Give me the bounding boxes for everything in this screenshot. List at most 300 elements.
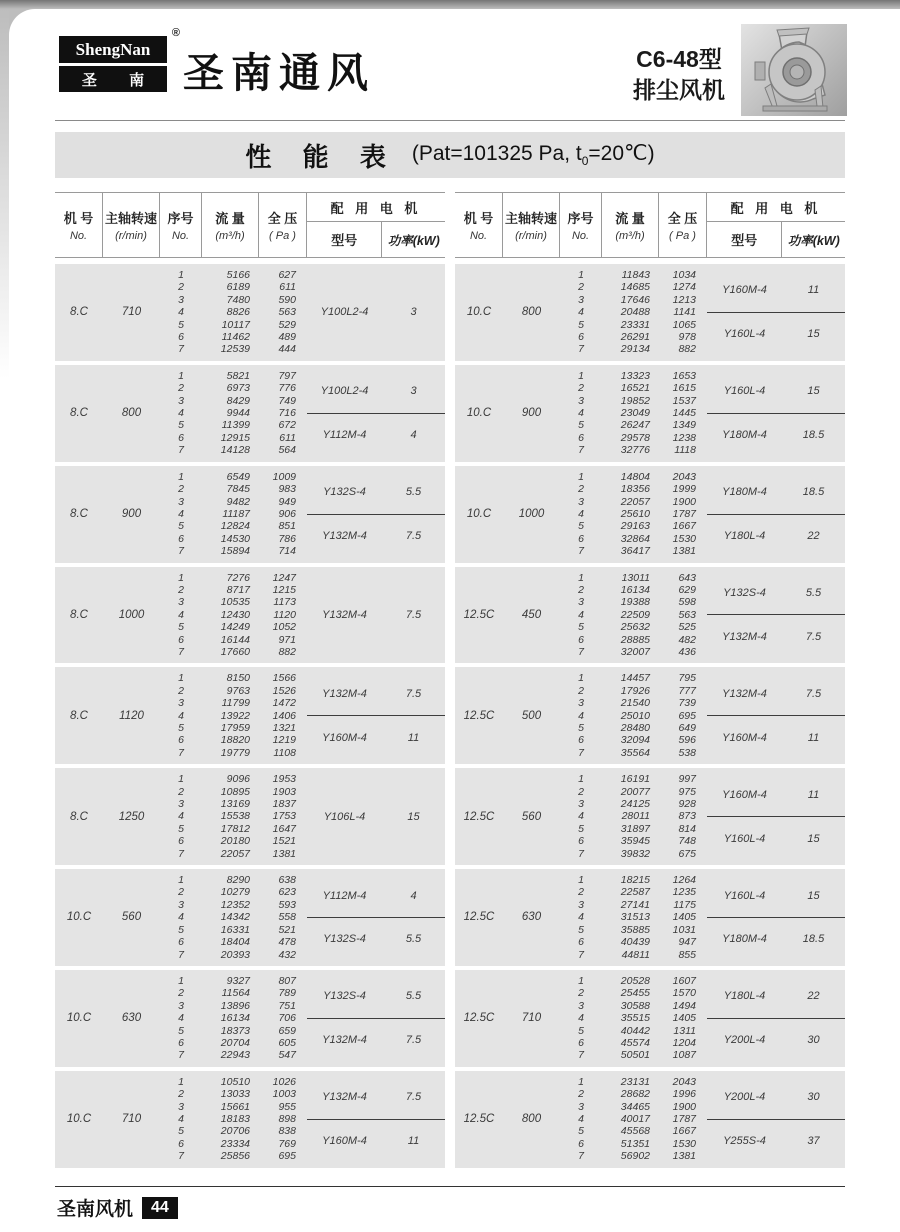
pressure-value: 627 — [278, 269, 296, 281]
header-pressure — [659, 193, 707, 257]
pressure-value: 838 — [278, 1125, 296, 1138]
row-index-value: 2 — [178, 785, 184, 798]
motor-area — [307, 572, 445, 659]
motor-model-value: Y160M-4 — [322, 1135, 367, 1148]
flow-value: 10535 — [220, 596, 250, 609]
motor-power-value: 15 — [407, 810, 420, 823]
motor-power-value: 7.5 — [405, 608, 422, 621]
flow-value: 51351 — [620, 1137, 650, 1150]
flow-value: 20528 — [620, 974, 650, 987]
row-index-value: 2 — [178, 583, 184, 596]
motor-model-value: Y160L-4 — [723, 328, 766, 341]
header-unit: No. — [571, 230, 590, 242]
flow-value: 9482 — [226, 495, 250, 508]
motor-model-value: Y160L-4 — [723, 889, 766, 902]
flow-value: 13011 — [621, 571, 650, 584]
motor-power-value: 11 — [807, 284, 820, 297]
motor-model-value: Y106L-4 — [323, 810, 366, 823]
pressure-value: 558 — [278, 911, 296, 924]
flow-value: 19779 — [220, 746, 250, 759]
motor-area — [707, 572, 845, 659]
speed-value: 800 — [121, 407, 142, 420]
header-label: 全 压 — [667, 211, 698, 226]
motor-row — [707, 514, 845, 558]
motor-power-value: 22 — [807, 530, 820, 543]
pressure-value: 563 — [678, 608, 696, 621]
pressure-value: 529 — [278, 318, 296, 331]
pressure-value: 598 — [678, 596, 696, 609]
flow-value: 39832 — [620, 847, 650, 860]
machine-no-value: 12.5C — [463, 709, 495, 722]
flow-value: 13033 — [220, 1088, 250, 1101]
flow-value: 11462 — [221, 331, 250, 344]
row-index-column — [560, 672, 602, 759]
motor-area — [707, 269, 845, 356]
pressure-value: 1903 — [272, 785, 296, 798]
header-index — [560, 193, 602, 257]
row-index-value: 1 — [578, 571, 584, 584]
motor-row — [307, 471, 445, 514]
motor-model-value: Y160M-4 — [322, 731, 367, 744]
header-unit: (m³/h) — [615, 230, 645, 242]
header-motor-group — [307, 193, 445, 257]
pressure-value: 882 — [678, 343, 696, 356]
performance-group — [55, 264, 445, 361]
flow-value: 13922 — [220, 709, 250, 722]
table-header — [55, 192, 445, 258]
row-index-value: 2 — [578, 382, 584, 395]
motor-area — [707, 874, 845, 961]
row-index-value: 2 — [578, 886, 584, 899]
row-index-value: 7 — [578, 343, 584, 356]
pressure-column — [259, 471, 307, 558]
motor-power-value: 30 — [807, 1091, 820, 1104]
pressure-value: 1321 — [272, 722, 296, 734]
machine-no-value: 12.5C — [463, 1113, 495, 1126]
motor-power-value: 7.5 — [405, 1034, 422, 1047]
flow-value: 10510 — [220, 1075, 250, 1088]
row-index-value: 4 — [578, 911, 584, 924]
motor-row — [707, 413, 845, 457]
flow-value: 27141 — [620, 898, 650, 911]
pressure-value: 649 — [678, 722, 696, 734]
flow-value: 11843 — [621, 269, 650, 281]
performance-group — [55, 869, 445, 966]
row-index-value: 3 — [578, 495, 584, 508]
motor-row — [307, 715, 445, 759]
row-index-value: 7 — [578, 545, 584, 558]
pressure-value: 1607 — [672, 974, 696, 987]
speed-value: 710 — [121, 1113, 142, 1126]
pressure-value: 1120 — [273, 608, 296, 621]
pressure-value: 1274 — [672, 281, 696, 294]
product-model — [633, 44, 725, 106]
pressure-value: 1653 — [672, 369, 696, 382]
motor-row — [707, 715, 845, 759]
flow-column — [202, 572, 259, 659]
flow-column — [602, 773, 659, 860]
performance-group — [455, 264, 845, 361]
pressure-value: 975 — [678, 785, 696, 798]
motor-area — [707, 975, 845, 1062]
motor-row — [307, 1018, 445, 1062]
pressure-value: 1445 — [672, 407, 696, 420]
machine-no-value: 12.5C — [463, 911, 495, 924]
motor-row — [707, 874, 845, 917]
performance-group — [455, 466, 845, 563]
motor-power-value: 5.5 — [405, 933, 422, 946]
motor-power-value: 11 — [807, 788, 820, 801]
flow-column — [602, 471, 659, 558]
flow-value: 10279 — [220, 886, 250, 899]
speed-value: 800 — [521, 1113, 542, 1126]
row-index-value: 1 — [578, 269, 584, 281]
flow-value: 16144 — [220, 633, 250, 646]
flow-value: 14249 — [220, 621, 250, 634]
pressure-value: 1521 — [272, 835, 296, 848]
flow-value: 40442 — [620, 1024, 650, 1037]
condition-subscript: 0 — [581, 154, 589, 169]
motor-power-value: 7.5 — [405, 687, 422, 700]
performance-table-left — [55, 192, 445, 1172]
flow-value: 23131 — [620, 1075, 650, 1088]
pressure-value: 751 — [278, 999, 296, 1012]
performance-group — [455, 869, 845, 966]
row-index-value: 7 — [578, 645, 584, 658]
performance-title-bar — [55, 132, 845, 178]
pressure-column — [259, 874, 307, 961]
row-index-value: 7 — [578, 948, 584, 961]
pressure-value: 695 — [678, 709, 696, 722]
flow-value: 8429 — [226, 394, 250, 407]
pressure-value: 1647 — [272, 822, 296, 835]
row-index-value: 3 — [578, 697, 584, 710]
row-index-value: 1 — [178, 874, 184, 887]
pressure-value: 611 — [279, 281, 296, 294]
page-left-edge — [0, 9, 9, 379]
pressure-value: 695 — [278, 1150, 296, 1163]
pressure-value: 898 — [278, 1112, 296, 1125]
performance-table-right — [455, 192, 845, 1172]
header-motor-title: 配 用 电 机 — [307, 193, 445, 222]
row-index-value: 3 — [178, 495, 184, 508]
table-header — [455, 192, 845, 258]
flow-value: 17959 — [220, 722, 250, 734]
speed-value: 900 — [521, 407, 542, 420]
header-divider — [55, 120, 845, 121]
row-index-column — [160, 874, 202, 961]
flow-value: 7845 — [226, 483, 250, 496]
flow-value: 19852 — [620, 394, 650, 407]
row-index-value: 6 — [578, 532, 584, 545]
header-machine-no — [455, 193, 503, 257]
flow-value: 34465 — [620, 1100, 650, 1113]
pressure-value: 1494 — [672, 999, 696, 1012]
row-index-value: 3 — [178, 999, 184, 1012]
motor-row — [707, 773, 845, 816]
row-index-value: 6 — [178, 431, 184, 444]
flow-value: 35945 — [620, 835, 650, 848]
flow-value: 7480 — [226, 293, 250, 306]
row-index-value: 2 — [178, 281, 184, 294]
performance-group — [55, 667, 445, 764]
motor-area — [707, 1076, 845, 1163]
flow-value: 29163 — [620, 520, 650, 533]
pressure-value: 882 — [278, 645, 296, 658]
pressure-value: 997 — [678, 773, 696, 786]
flow-value: 17812 — [220, 822, 250, 835]
motor-model-value: Y160M-4 — [722, 731, 767, 744]
machine-no-value: 8.C — [70, 709, 88, 722]
speed-value: 1000 — [118, 608, 145, 621]
model-type: 排尘风机 — [633, 77, 725, 103]
speed-value: 560 — [121, 911, 142, 924]
row-index-value: 6 — [178, 835, 184, 848]
pressure-value: 1566 — [272, 672, 296, 685]
flow-value: 9327 — [226, 974, 250, 987]
row-index-value: 6 — [178, 1137, 184, 1150]
registered-trademark-icon: ® — [171, 27, 180, 39]
motor-row — [707, 269, 845, 312]
motor-row — [307, 1119, 445, 1163]
pressure-value: 1118 — [674, 444, 696, 457]
pressure-value: 714 — [278, 545, 296, 558]
performance-group — [55, 768, 445, 865]
header-motor-power: 功率(kW) — [787, 233, 840, 248]
motor-power-value: 7.5 — [805, 630, 822, 643]
motor-area — [707, 773, 845, 860]
row-index-value: 1 — [578, 874, 584, 887]
row-index-value: 6 — [178, 734, 184, 747]
pressure-value: 716 — [278, 407, 296, 420]
machine-no-value: 10.C — [66, 1012, 92, 1025]
pressure-value: 1235 — [672, 886, 696, 899]
machine-no-value: 10.C — [466, 508, 492, 521]
motor-row — [307, 975, 445, 1018]
motor-row — [707, 1119, 845, 1163]
footer-divider — [55, 1186, 845, 1187]
pressure-value: 1381 — [672, 1150, 696, 1163]
flow-value: 11799 — [221, 697, 250, 710]
pressure-value: 638 — [278, 874, 296, 887]
row-index-value: 5 — [178, 318, 184, 331]
flow-value: 8150 — [226, 672, 250, 685]
pressure-column — [659, 572, 707, 659]
pressure-value: 611 — [279, 431, 296, 444]
flow-value: 20180 — [220, 835, 250, 848]
motor-power-value: 37 — [807, 1135, 820, 1148]
row-index-column — [160, 1076, 202, 1163]
header-label: 机 号 — [463, 211, 494, 226]
row-index-value: 5 — [578, 520, 584, 533]
flow-value: 28885 — [620, 633, 650, 646]
header-flow — [202, 193, 259, 257]
motor-power-value: 11 — [407, 1135, 420, 1148]
row-index-value: 5 — [178, 520, 184, 533]
row-index-value: 6 — [578, 1137, 584, 1150]
flow-value: 7276 — [226, 571, 250, 584]
machine-no-value: 12.5C — [463, 810, 495, 823]
motor-power-value: 22 — [807, 990, 820, 1003]
row-index-value: 3 — [578, 1100, 584, 1113]
pressure-value: 675 — [678, 847, 696, 860]
row-index-value: 1 — [578, 773, 584, 786]
motor-model-value: Y160L-4 — [723, 832, 766, 845]
pressure-column — [659, 975, 707, 1062]
motor-power-value: 3 — [410, 306, 417, 319]
row-index-value: 5 — [578, 621, 584, 634]
motor-area — [307, 773, 445, 860]
pressure-value: 521 — [278, 923, 296, 936]
flow-value: 56902 — [620, 1150, 650, 1163]
flow-value: 6973 — [226, 382, 250, 395]
pressure-value: 1615 — [672, 382, 696, 395]
motor-area — [307, 975, 445, 1062]
flow-value: 12539 — [220, 343, 250, 356]
motor-model-value: Y132M-4 — [322, 687, 367, 700]
header-pressure — [259, 193, 307, 257]
flow-value: 25856 — [220, 1150, 250, 1163]
pressure-value: 478 — [278, 936, 296, 949]
pressure-value: 748 — [678, 835, 696, 848]
row-index-value: 6 — [578, 331, 584, 344]
flow-value: 6189 — [226, 281, 250, 294]
pressure-value: 482 — [678, 633, 696, 646]
flow-value: 25455 — [620, 987, 650, 1000]
row-index-value: 4 — [578, 1112, 584, 1125]
motor-row — [707, 471, 845, 514]
motor-model-value: Y200L-4 — [723, 1091, 766, 1104]
flow-value: 26247 — [620, 419, 650, 432]
pressure-value: 590 — [278, 293, 296, 306]
motor-model-value: Y132S-4 — [723, 586, 766, 599]
flow-value: 25632 — [620, 621, 650, 634]
row-index-value: 4 — [178, 608, 184, 621]
pressure-value: 983 — [278, 483, 296, 496]
performance-group — [455, 667, 845, 764]
motor-row — [307, 672, 445, 715]
pressure-value: 1026 — [272, 1075, 296, 1088]
row-index-value: 7 — [178, 847, 184, 860]
machine-no-value: 8.C — [70, 508, 88, 521]
row-index-value: 3 — [178, 394, 184, 407]
pressure-value: 855 — [678, 948, 696, 961]
pressure-value: 955 — [278, 1100, 296, 1113]
pressure-value: 489 — [278, 331, 296, 344]
pressure-value: 1900 — [672, 1100, 696, 1113]
header-unit: (r/min) — [115, 230, 147, 242]
row-index-value: 2 — [578, 987, 584, 1000]
row-index-value: 7 — [178, 545, 184, 558]
flow-value: 31513 — [620, 911, 650, 924]
pressure-value: 795 — [678, 672, 696, 685]
pressure-column — [659, 773, 707, 860]
row-index-column — [160, 269, 202, 356]
row-index-value: 4 — [178, 911, 184, 924]
flow-column — [202, 975, 259, 1062]
row-index-value: 4 — [178, 810, 184, 823]
performance-group — [55, 970, 445, 1067]
row-index-value: 6 — [178, 936, 184, 949]
flow-value: 18404 — [220, 936, 250, 949]
pressure-value: 1264 — [672, 874, 696, 887]
row-index-value: 2 — [578, 785, 584, 798]
flow-column — [602, 572, 659, 659]
shengnan-logo — [59, 27, 180, 92]
header-motor-group — [707, 193, 845, 257]
speed-value: 900 — [121, 508, 142, 521]
flow-value: 16134 — [220, 1012, 250, 1025]
row-index-value: 3 — [578, 394, 584, 407]
row-index-value: 4 — [578, 810, 584, 823]
performance-group — [455, 768, 845, 865]
row-index-value: 3 — [178, 596, 184, 609]
page-footer — [57, 1194, 178, 1221]
row-index-column — [160, 975, 202, 1062]
motor-row — [307, 413, 445, 457]
motor-row — [307, 1076, 445, 1119]
row-index-value: 1 — [578, 974, 584, 987]
row-index-value: 7 — [578, 444, 584, 457]
flow-value: 22587 — [620, 886, 650, 899]
motor-power-value: 15 — [807, 889, 820, 902]
pressure-value: 605 — [278, 1036, 296, 1049]
header-motor-model: 型号 — [307, 222, 382, 257]
motor-row — [307, 514, 445, 558]
flow-value: 17926 — [620, 684, 650, 697]
flow-value: 45574 — [620, 1036, 650, 1049]
pressure-column — [259, 370, 307, 457]
row-index-value: 4 — [178, 407, 184, 420]
motor-power-value: 5.5 — [405, 486, 422, 499]
flow-value: 9096 — [226, 773, 250, 786]
pressure-column — [259, 572, 307, 659]
flow-value: 8717 — [226, 583, 250, 596]
machine-no-value: 10.C — [66, 911, 92, 924]
header-flow — [602, 193, 659, 257]
row-index-value: 5 — [178, 1024, 184, 1037]
flow-value: 16191 — [620, 773, 650, 786]
machine-no-value: 10.C — [466, 407, 492, 420]
motor-power-value: 18.5 — [802, 933, 825, 946]
pressure-value: 1405 — [672, 1012, 696, 1025]
motor-model-value: Y132M-4 — [722, 687, 767, 700]
row-index-value: 7 — [578, 847, 584, 860]
flow-column — [602, 370, 659, 457]
table-body-right — [455, 264, 845, 1168]
pressure-value: 1667 — [672, 1125, 696, 1138]
flow-value: 16134 — [620, 583, 650, 596]
flow-value: 18183 — [220, 1112, 250, 1125]
speed-value: 500 — [521, 709, 542, 722]
motor-model-value: Y100L2-4 — [320, 385, 369, 398]
flow-value: 8290 — [226, 874, 250, 887]
flow-value: 5166 — [226, 269, 250, 281]
row-index-value: 1 — [578, 672, 584, 685]
motor-power-value: 15 — [807, 328, 820, 341]
flow-column — [202, 1076, 259, 1163]
centrifugal-fan-icon — [741, 24, 847, 116]
flow-value: 29578 — [620, 431, 650, 444]
motor-area — [307, 874, 445, 961]
pressure-value: 444 — [278, 343, 296, 356]
row-index-value: 1 — [178, 470, 184, 483]
flow-value: 17646 — [620, 293, 650, 306]
row-index-value: 4 — [578, 306, 584, 319]
motor-power-value: 11 — [807, 731, 820, 744]
pressure-value: 971 — [278, 633, 296, 646]
pressure-column — [659, 1076, 707, 1163]
